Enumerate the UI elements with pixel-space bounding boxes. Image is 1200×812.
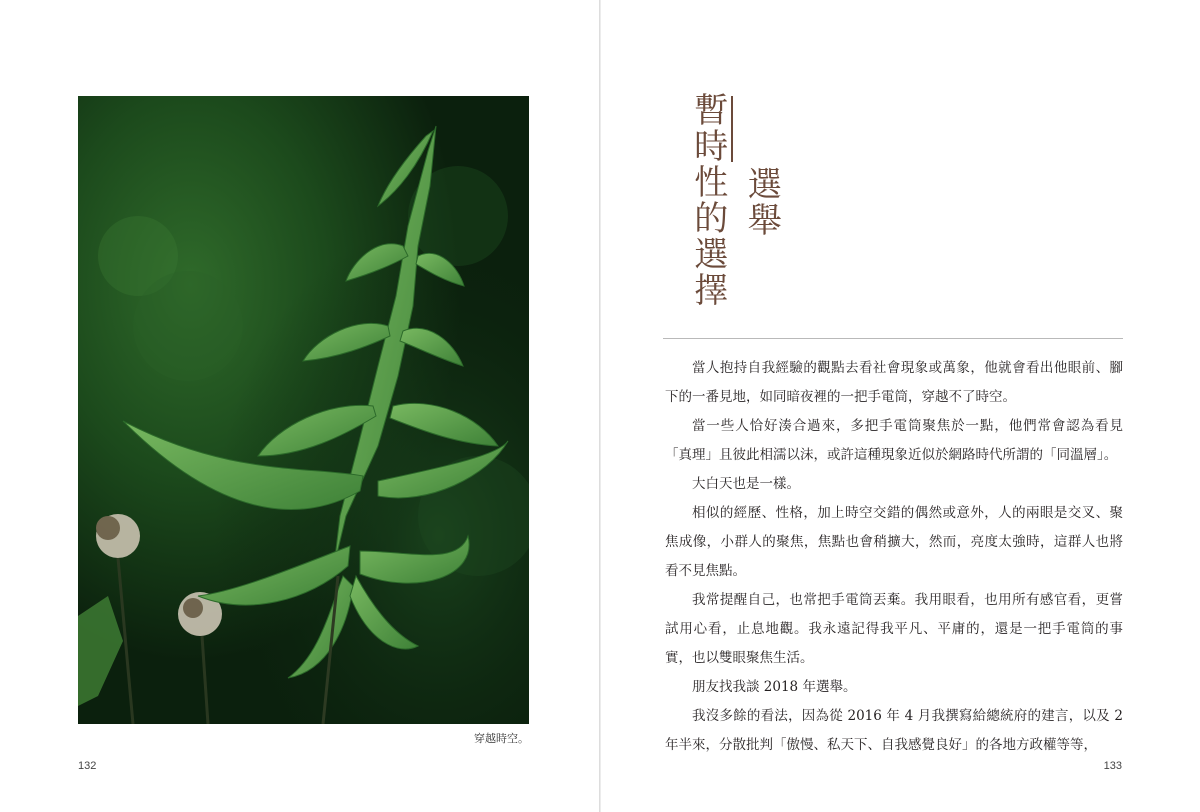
paragraph: 當一些人恰好湊合過來，多把手電筒聚焦於一點，他們常會認為看見「真理」且彼此相濡以沫，或許這種現象近似於網路時代所謂的「同溫層」。 — [665, 418, 1123, 463]
paragraph: 當人抱持自我經驗的觀點去看社會現象或萬象，他就會看出他眼前、腳下的一番見地，如同暗夜裡的一把手電筒，穿越不了時空。 — [665, 360, 1123, 405]
fern-illustration — [78, 96, 529, 724]
page-number-right: 133 — [1103, 760, 1122, 772]
paragraph: 朋友找我談 2018 年選舉。 — [692, 679, 857, 695]
fern-photo — [78, 96, 529, 724]
title-rule — [663, 338, 1123, 339]
chapter-title: 暫時性的選擇 — [687, 92, 728, 308]
paragraph: 大白天也是一樣。 — [692, 476, 800, 492]
paragraph: 我沒多餘的看法，因為從 2016 年 4 月我撰寫給總統府的建言，以及 2 年半來，分散批判「傲慢、私天下、自我感覺良好」的各地方政權等等， — [665, 708, 1123, 753]
chapter-subtitle: 選舉 — [741, 166, 782, 238]
left-page — [0, 0, 599, 812]
paragraph: 我常提醒自己，也常把手電筒丟棄。我用眼看，也用所有感官看，更嘗試用心看，止息地觀。我永遠記得我平凡、平庸的，還是一把手電筒的事實，也以雙眼聚焦生活。 — [665, 592, 1123, 666]
photo-caption: 穿越時空。 — [474, 732, 529, 745]
paragraph: 相似的經歷、性格，加上時空交錯的偶然或意外，人的兩眼是交叉、聚焦成像，小群人的聚焦，焦點也會稍擴大，然而，亮度太強時，這群人也將看不見焦點。 — [665, 505, 1123, 579]
right-page — [601, 0, 1200, 812]
title-dash — [731, 96, 733, 162]
page-number-left: 132 — [78, 760, 97, 772]
body-text — [665, 354, 1123, 760]
